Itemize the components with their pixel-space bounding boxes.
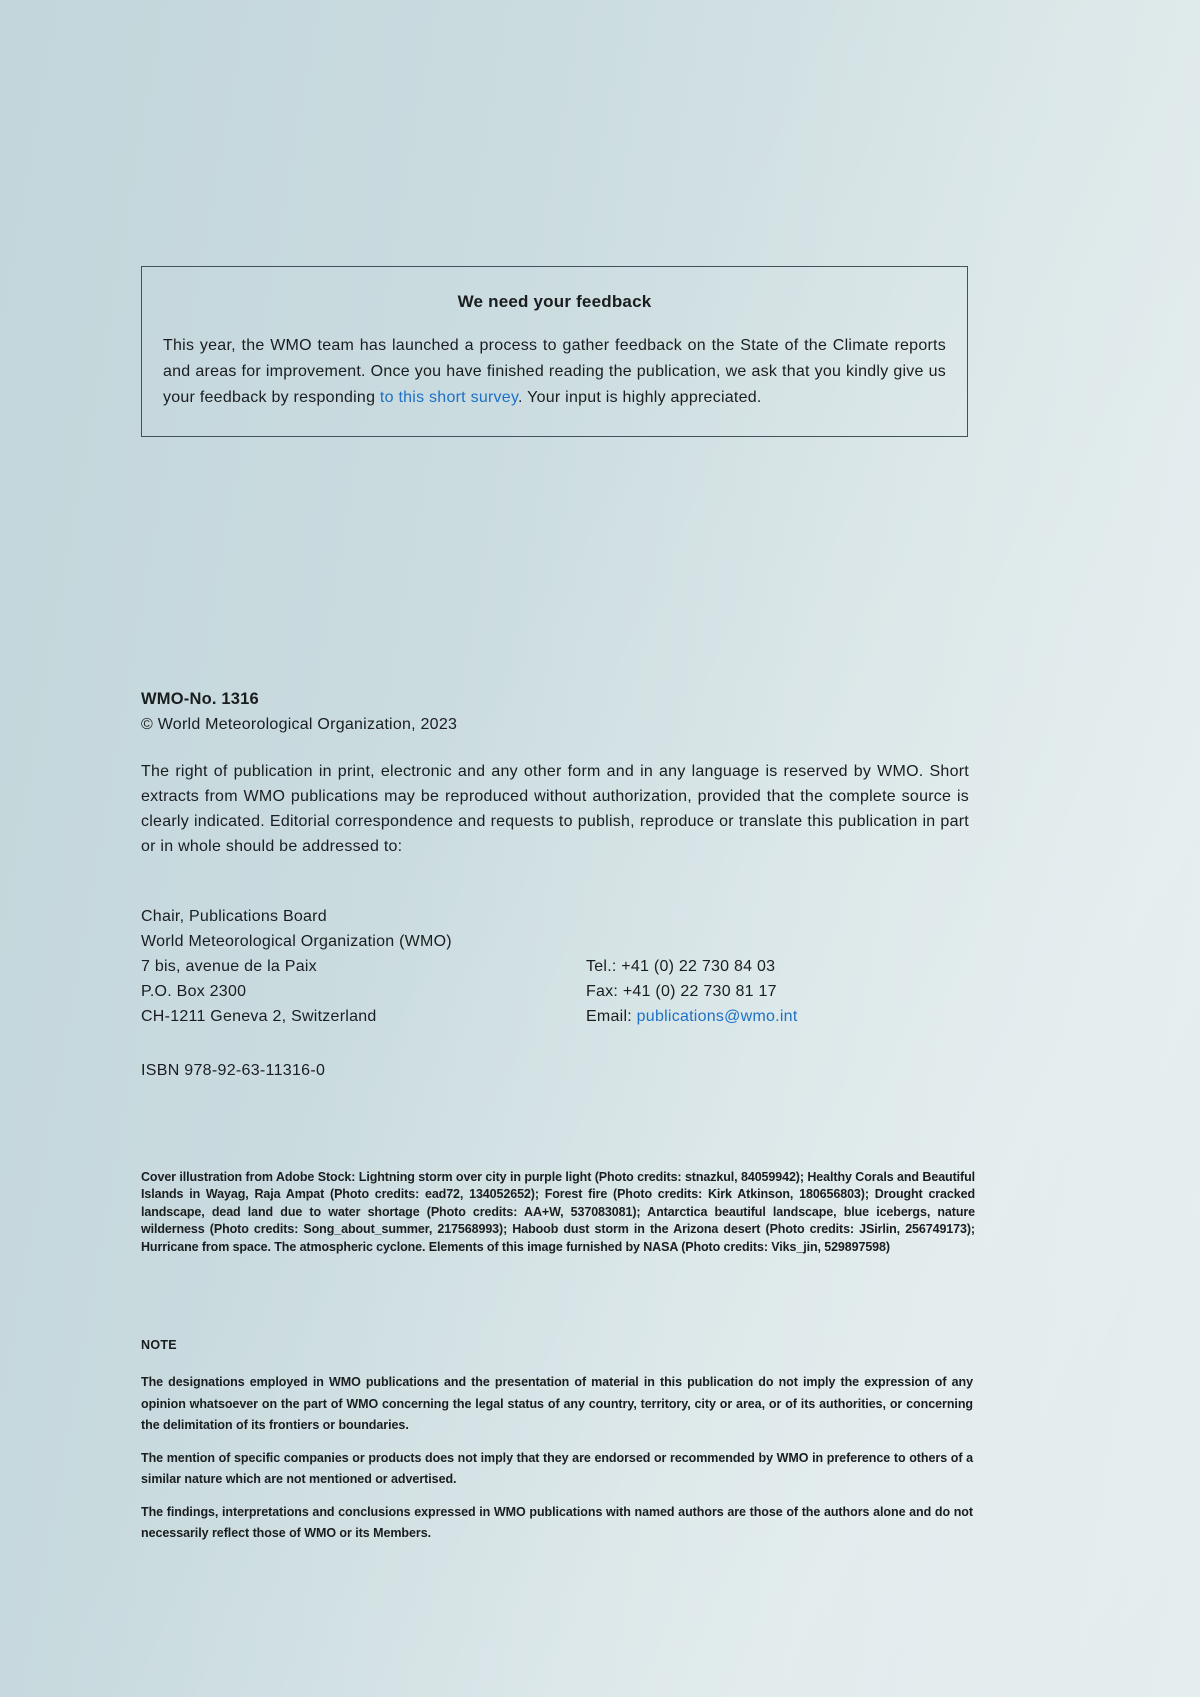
note-heading: NOTE: [141, 1338, 177, 1352]
copyright-line: © World Meteorological Organization, 2023: [141, 716, 458, 733]
note-paragraph: The mention of specific companies or products does not imply that they are endorsed or recommended by WMO in preference to others of a similar nature which are not mentioned or advertised.: [141, 1450, 973, 1486]
contact-block: [141, 904, 969, 1029]
contact-address-line: P.O. Box 2300: [141, 983, 247, 1000]
feedback-box: [141, 266, 968, 437]
note-section: [141, 1372, 973, 1556]
survey-link[interactable]: to this short survey: [379, 389, 519, 406]
imprint-section: [141, 690, 969, 875]
contact-address-line: World Meteorological Organization (WMO): [141, 933, 452, 950]
contact-address-line: CH-1211 Geneva 2, Switzerland: [141, 1008, 377, 1025]
note-paragraph: The designations employed in WMO publications and the presentation of material in this publication do not imply the expression of any opinion whatsoever on the part of WMO concerning the legal status of any country, territory, city or area, or of its authorities, or concerning the delimitation of its frontiers or boundaries.: [141, 1375, 973, 1432]
email-label: Email:: [586, 1008, 637, 1025]
feedback-box-text: [163, 333, 946, 411]
contact-address-line: Chair, Publications Board: [141, 908, 327, 925]
note-paragraph: The findings, interpretations and conclusions expressed in WMO publications with named authors are those of the authors alone and do not necessarily reflect those of WMO or its Members.: [141, 1504, 973, 1540]
contact-phone-block: [586, 954, 798, 1029]
contact-tel-line: Tel.: +41 (0) 22 730 84 03: [586, 958, 776, 975]
wmo-publication-number: WMO-No. 1316: [141, 690, 259, 708]
contact-email-line: [586, 1004, 798, 1029]
isbn-line: ISBN 978-92-63-11316-0: [141, 1062, 326, 1079]
feedback-text-before-link: This year, the WMO team has launched a process to gather feedback on the State of the Climate reports and areas for improvement. Once you have finished reading the publication, we ask that you kindly give us your feedback by responding: [163, 337, 946, 406]
contact-fax-line: Fax: +41 (0) 22 730 81 17: [586, 983, 777, 1000]
email-link[interactable]: publications@wmo.int: [636, 1008, 798, 1025]
cover-credits-paragraph: Cover illustration from Adobe Stock: Lightning storm over city in purple light (Photo credits: stnazkul, 84059942); Healthy Corals and Beautiful Islands in Wayag, Raja Ampat (Photo credits: ead72, 134052652); Forest fire (Photo credits: Kirk Atkinson, 180656803); Drought cracked landscape, dead land due to water shortage (Photo credits: AA+W, 537083081); Antarctica beautiful landscape, blue icebergs, nature wilderness (Photo credits: Song_about_summer, 217568993); Haboob dust storm in the Arizona desert (Photo credits: JSirlin, 256749173); Hurricane from space. The atmospheric cyclone. Elements of this image furnished by NASA (Photo credits: Viks_jin, 529897598): [141, 1169, 975, 1254]
feedback-box-title: We need your feedback: [457, 292, 652, 311]
contact-address-line: 7 bis, avenue de la Paix: [141, 958, 317, 975]
rights-paragraph: The right of publication in print, electronic and any other form and in any language is reserved by WMO. Short extracts from WMO publications may be reproduced without authorization, provided that the complete source is clearly indicated. Editorial correspondence and requests to publish, reproduce or translate this publication in part or in whole should be addressed to:: [141, 763, 969, 855]
feedback-text-after-link: . Your input is highly appreciated.: [518, 389, 762, 406]
